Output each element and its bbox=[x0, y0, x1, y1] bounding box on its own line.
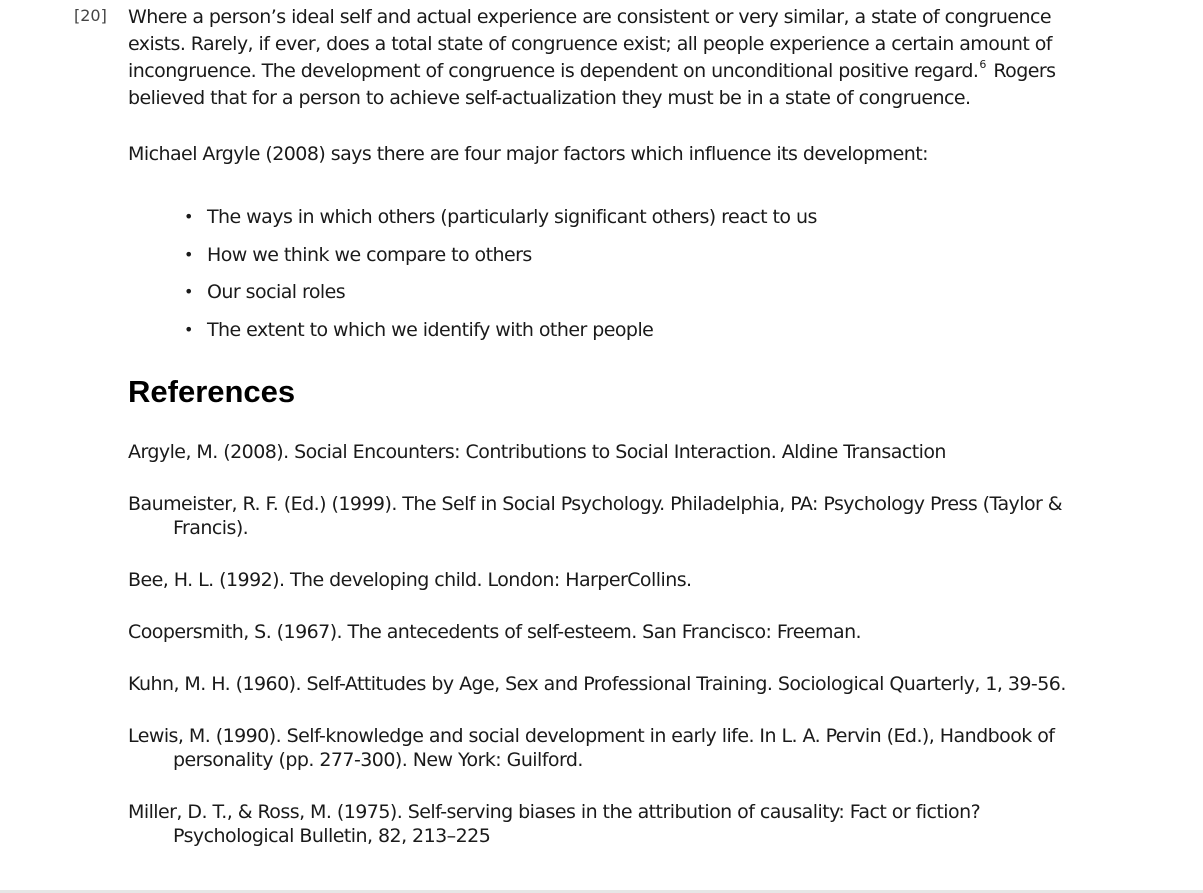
reference-entry: Miller, D. T., & Ross, M. (1975). Self-serving biases in the attribution of causality: Fact or fiction? Psychological Bulletin, 82, 213–225 bbox=[128, 800, 981, 847]
paragraph-text-part-1: Where a person’s ideal self and actual experience are consistent or very similar, a state of congruence exists. Rarely, if ever, does a total state of congruence exist; all people experience a certain amount of incongruence. The development of congruence is dependent on unconditional positive regard. bbox=[128, 6, 1052, 82]
bullet-icon: • bbox=[184, 319, 193, 339]
article-content bbox=[128, 4, 1073, 876]
reference-entry: Argyle, M. (2008). Social Encounters: Contributions to Social Interaction. Aldine Transaction bbox=[128, 440, 946, 463]
congruence-paragraph bbox=[128, 4, 1073, 112]
reference-entry: Baumeister, R. F. (Ed.) (1999). The Self in Social Psychology. Philadelphia, PA: Psychology Press (Taylor & Francis). bbox=[128, 492, 1063, 539]
bullet-icon: • bbox=[184, 207, 193, 226]
list-item-text: How we think we compare to others bbox=[207, 243, 532, 266]
paragraph-text-part-2: Rogers believed that for a person to achieve self-actualization they must be in a state of congruence. bbox=[128, 60, 1056, 109]
list-item-text: The ways in which others (particularly significant others) react to us bbox=[207, 206, 817, 228]
paragraph-number: [20] bbox=[74, 6, 107, 25]
list-item-text: Our social roles bbox=[207, 281, 346, 303]
factors-list bbox=[128, 205, 1073, 342]
list-item bbox=[128, 243, 1073, 267]
references-heading: References bbox=[128, 373, 296, 409]
bullet-icon: • bbox=[184, 282, 193, 301]
reference-entry: Coopersmith, S. (1967). The antecedents of self-esteem. San Francisco: Freeman. bbox=[128, 620, 862, 643]
factors-intro: Michael Argyle (2008) says there are four major factors which influence its development: bbox=[128, 143, 928, 165]
footnote-ref-link[interactable]: 6 bbox=[979, 57, 986, 71]
references-list bbox=[128, 440, 1073, 848]
list-item bbox=[128, 318, 1073, 342]
reference-entry: Bee, H. L. (1992). The developing child. London: HarperCollins. bbox=[128, 568, 692, 591]
list-item bbox=[128, 205, 1073, 229]
list-item bbox=[128, 280, 1073, 304]
reference-entry: Lewis, M. (1990). Self-knowledge and social development in early life. In L. A. Pervin (Ed.), Handbook of personality (pp. 277-300). New York: Guilford. bbox=[128, 724, 1055, 771]
reference-entry: Kuhn, M. H. (1960). Self-Attitudes by Age, Sex and Professional Training. Sociological Quarterly, 1, 39-56. bbox=[128, 672, 1066, 695]
bullet-icon: • bbox=[184, 244, 193, 264]
list-item-text: The extent to which we identify with other people bbox=[207, 318, 654, 341]
